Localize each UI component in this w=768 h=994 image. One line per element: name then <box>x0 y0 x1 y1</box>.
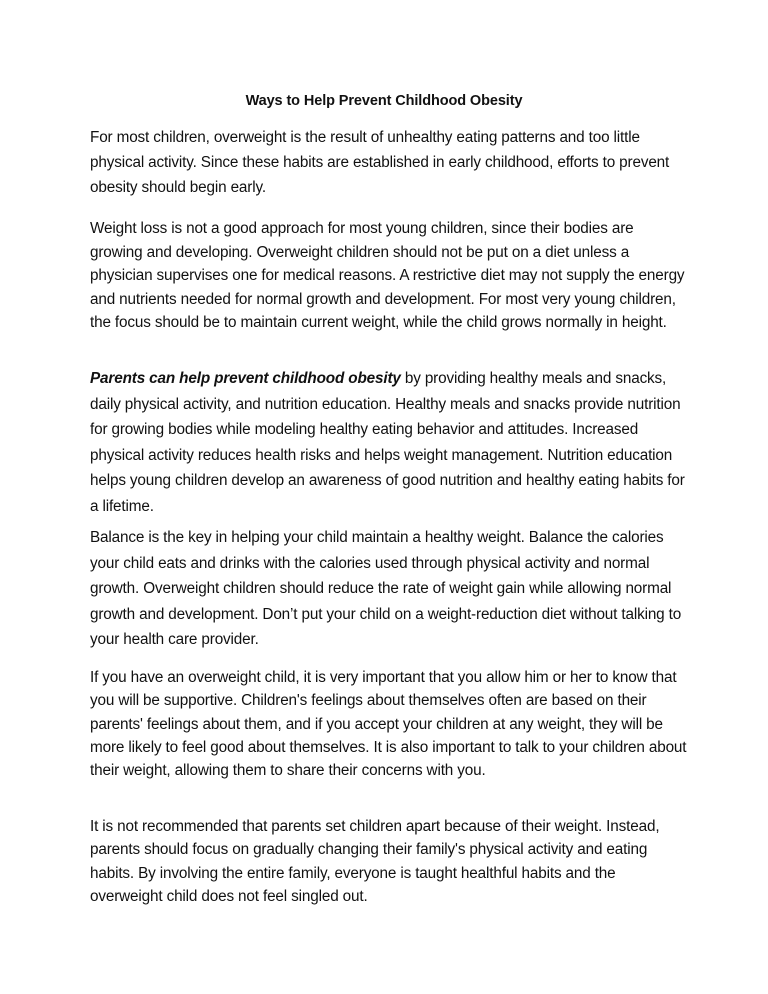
paragraph-family-focus <box>90 815 690 908</box>
paragraph-text: by providing healthy meals and snacks, daily physical activity, and nutrition education. Healthy meals and snacks provide nutrition for growing bodies while modeling healthy eating behavior and attitudes. Increased physical activity reduces health risks and helps weight management. Nutrition education helps young children develop an awareness of good nutrition and healthy eating habits for a lifetime. <box>90 370 685 515</box>
paragraph-text: Weight loss is not a good approach for most young children, since their bodies are growing and developing. Overweight children should not be put on a diet unless a physician supervises one for medical reasons. A restrictive diet may not supply the energy and nutrients needed for normal growth and development. For most very young children, the focus should be to maintain current weight, while the child grows normally in height. <box>90 220 685 331</box>
paragraph-parents-help <box>90 366 690 519</box>
paragraph-text: It is not recommended that parents set children apart because of their weight. Instead, parents should focus on gradually changing their family's physical activity and eating habits. By involving the entire family, everyone is taught healthful habits and the overweight child does not feel singled out. <box>90 818 660 905</box>
paragraph-text: If you have an overweight child, it is very important that you allow him or her to know that you will be supportive. Children's feelings about themselves often are based on their parents' feelings about them, and if you accept your children at any weight, they will be more likely to feel good about themselves. It is also important to talk to your children about their weight, allowing them to share their concerns with you. <box>90 669 687 780</box>
paragraph-weight-loss <box>90 217 690 335</box>
paragraph-supportive <box>90 666 690 782</box>
paragraph-balance <box>90 525 690 653</box>
paragraph-text: For most children, overweight is the result of unhealthy eating patterns and too little physical activity. Since these habits are established in early childhood, efforts to prevent obesity should begin early. <box>90 129 670 196</box>
paragraph-text: Balance is the key in helping your child maintain a healthy weight. Balance the calories your child eats and drinks with the calories used through physical activity and normal growth. Overweight children should reduce the rate of weight gain while allowing normal growth and development. Don’t put your child on a weight-reduction diet without talking to your health care provider. <box>90 529 682 648</box>
document-title: Ways to Help Prevent Childhood Obesity <box>245 93 523 109</box>
paragraph-prevention-early <box>90 125 690 200</box>
paragraph-lead-emphasis: Parents can help prevent childhood obesity <box>90 370 401 387</box>
